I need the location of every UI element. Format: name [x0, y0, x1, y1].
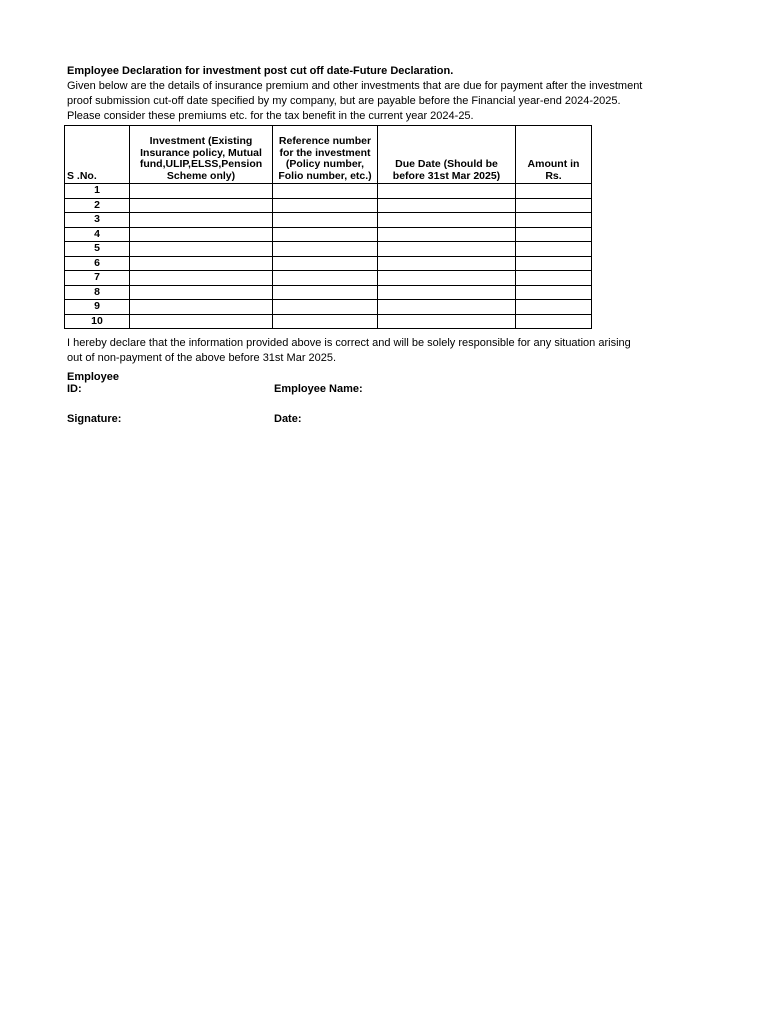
employee-name-label: Employee Name:: [274, 383, 363, 395]
amount-cell[interactable]: [516, 213, 592, 228]
amount-cell[interactable]: [516, 242, 592, 257]
investment-cell[interactable]: [130, 242, 273, 257]
table-row: [65, 300, 592, 315]
table-row: [65, 271, 592, 286]
row-sno: 4: [65, 227, 130, 242]
row-sno: 10: [65, 314, 130, 329]
amount-cell[interactable]: [516, 314, 592, 329]
intro-line-1: Given below are the details of insurance premium and other investments that are due for payment after the investment: [67, 80, 643, 92]
reference-cell[interactable]: [273, 213, 378, 228]
reference-cell[interactable]: [273, 256, 378, 271]
row-sno: 8: [65, 285, 130, 300]
due-date-cell[interactable]: [378, 198, 516, 213]
table-row: [65, 227, 592, 242]
reference-cell[interactable]: [273, 198, 378, 213]
amount-cell[interactable]: [516, 227, 592, 242]
due-date-cell[interactable]: [378, 314, 516, 329]
intro-line-2: proof submission cut-off date specified by my company, but are payable before the Financial year-end 2024-2025.: [67, 95, 621, 107]
investment-cell[interactable]: [130, 227, 273, 242]
document-title: Employee Declaration for investment post cut off date-Future Declaration.: [67, 65, 454, 77]
investment-cell[interactable]: [130, 184, 273, 199]
due-date-cell[interactable]: [378, 300, 516, 315]
investment-cell[interactable]: [130, 300, 273, 315]
header-sno: S .No.: [65, 126, 130, 184]
investment-cell[interactable]: [130, 314, 273, 329]
due-date-cell[interactable]: [378, 256, 516, 271]
row-sno: 5: [65, 242, 130, 257]
header-investment: Investment (Existing Insurance policy, Mutual fund,ULIP,ELSS,Pension Scheme only): [130, 126, 273, 184]
signature-label: Signature:: [67, 413, 122, 425]
header-reference-number: Reference number for the investment (Policy number, Folio number, etc.): [273, 126, 378, 184]
row-sno: 6: [65, 256, 130, 271]
reference-cell[interactable]: [273, 314, 378, 329]
date-label: Date:: [274, 413, 302, 425]
table-row: [65, 314, 592, 329]
row-sno: 2: [65, 198, 130, 213]
due-date-cell[interactable]: [378, 271, 516, 286]
due-date-cell[interactable]: [378, 184, 516, 199]
amount-cell[interactable]: [516, 184, 592, 199]
reference-cell[interactable]: [273, 271, 378, 286]
table-row: [65, 285, 592, 300]
header-due-date: Due Date (Should be before 31st Mar 2025): [378, 126, 516, 184]
table-row: [65, 184, 592, 199]
amount-cell[interactable]: [516, 285, 592, 300]
amount-cell[interactable]: [516, 198, 592, 213]
reference-cell[interactable]: [273, 285, 378, 300]
reference-cell[interactable]: [273, 184, 378, 199]
header-amount: Amount in Rs.: [516, 126, 592, 184]
amount-cell[interactable]: [516, 271, 592, 286]
reference-cell[interactable]: [273, 227, 378, 242]
investment-cell[interactable]: [130, 285, 273, 300]
amount-cell[interactable]: [516, 300, 592, 315]
amount-cell[interactable]: [516, 256, 592, 271]
investment-table: [64, 125, 592, 329]
employee-id-label-line-1: Employee: [67, 371, 119, 383]
table-header-row: [65, 126, 592, 184]
row-sno: 3: [65, 213, 130, 228]
table-row: [65, 198, 592, 213]
reference-cell[interactable]: [273, 242, 378, 257]
declaration-line-2: out of non-payment of the above before 31st Mar 2025.: [67, 352, 337, 364]
table-row: [65, 213, 592, 228]
row-sno: 9: [65, 300, 130, 315]
due-date-cell[interactable]: [378, 213, 516, 228]
declaration-line-1: I hereby declare that the information provided above is correct and will be solely responsible for any situation arising: [67, 337, 631, 349]
row-sno: 1: [65, 184, 130, 199]
investment-cell[interactable]: [130, 256, 273, 271]
table-row: [65, 242, 592, 257]
employee-id-label-line-2: ID:: [67, 383, 82, 395]
investment-cell[interactable]: [130, 271, 273, 286]
investment-cell[interactable]: [130, 198, 273, 213]
due-date-cell[interactable]: [378, 227, 516, 242]
investment-cell[interactable]: [130, 213, 273, 228]
row-sno: 7: [65, 271, 130, 286]
reference-cell[interactable]: [273, 300, 378, 315]
intro-line-3: Please consider these premiums etc. for the tax benefit in the current year 2024-25.: [67, 110, 474, 122]
table-row: [65, 256, 592, 271]
due-date-cell[interactable]: [378, 242, 516, 257]
due-date-cell[interactable]: [378, 285, 516, 300]
